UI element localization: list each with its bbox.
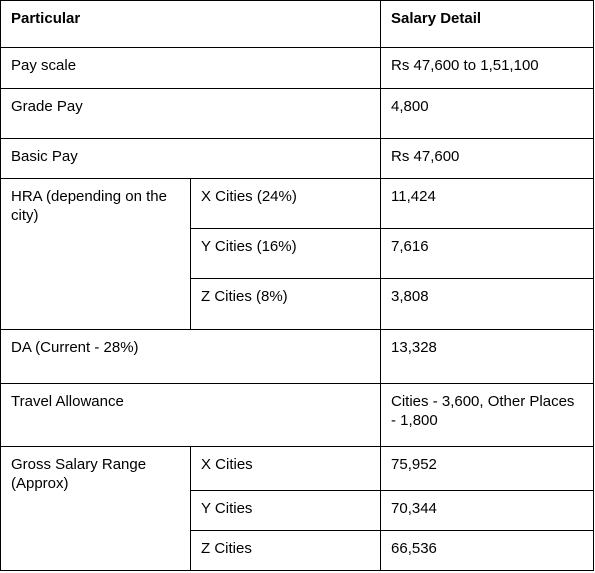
gross-city-y: Y Cities (191, 491, 381, 531)
pay-scale-value: Rs 47,600 to 1,51,100 (381, 48, 594, 89)
hra-label: HRA (depending on the city) (1, 179, 191, 330)
da-label: DA (Current - 28%) (1, 330, 381, 384)
table-row (1, 139, 594, 179)
hra-value-z: 3,808 (381, 279, 594, 330)
hra-city-z: Z Cities (8%) (191, 279, 381, 330)
grade-pay-value: 4,800 (381, 89, 594, 139)
basic-pay-value: Rs 47,600 (381, 139, 594, 179)
table-row (1, 179, 594, 229)
gross-city-x: X Cities (191, 447, 381, 491)
hra-value-x: 11,424 (381, 179, 594, 229)
travel-allowance-label: Travel Allowance (1, 384, 381, 447)
gross-salary-label: Gross Salary Range (Approx) (1, 447, 191, 571)
table-header-row (1, 1, 594, 48)
gross-value-x: 75,952 (381, 447, 594, 491)
table-row (1, 330, 594, 384)
gross-value-y: 70,344 (381, 491, 594, 531)
basic-pay-label: Basic Pay (1, 139, 381, 179)
hra-city-x: X Cities (24%) (191, 179, 381, 229)
table-row (1, 48, 594, 89)
hra-value-y: 7,616 (381, 229, 594, 279)
gross-city-z: Z Cities (191, 531, 381, 571)
gross-value-z: 66,536 (381, 531, 594, 571)
table-row (1, 384, 594, 447)
header-particular: Particular (1, 1, 381, 48)
travel-allowance-value: Cities - 3,600, Other Places - 1,800 (381, 384, 594, 447)
header-salary-detail: Salary Detail (381, 1, 594, 48)
grade-pay-label: Grade Pay (1, 89, 381, 139)
hra-city-y: Y Cities (16%) (191, 229, 381, 279)
pay-scale-label: Pay scale (1, 48, 381, 89)
da-value: 13,328 (381, 330, 594, 384)
table-row (1, 447, 594, 491)
table-row (1, 89, 594, 139)
